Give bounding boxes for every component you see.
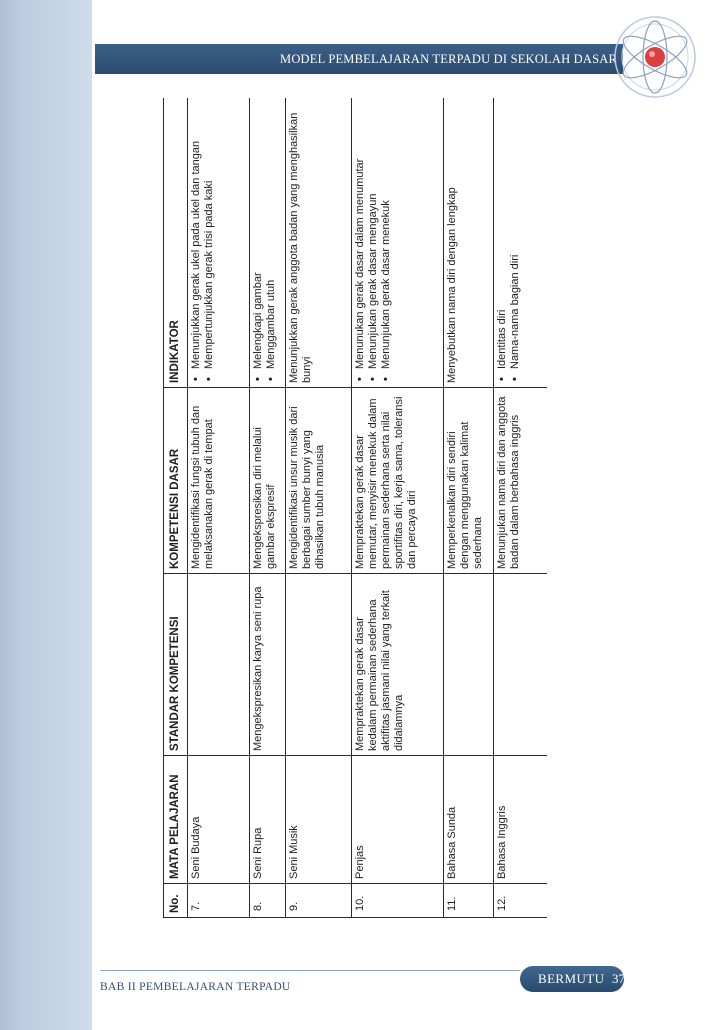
footer-chapter-title: BAB II PEMBELAJARAN TERPADU [100, 981, 291, 993]
row-indicator-text: Menyebutkan nama diri dengan lengkap [444, 98, 494, 388]
row-standard [286, 574, 352, 756]
table-header-row [164, 98, 188, 918]
competency-table-scan [163, 98, 547, 918]
row-subject: Bahasa Inggris [494, 756, 548, 884]
row-subject: Bahasa Sunda [444, 756, 494, 884]
footer-divider [100, 970, 520, 971]
indicator-item: • Nama-nama bagian diri [509, 102, 522, 383]
row-number: 9. [286, 884, 352, 918]
row-standard [494, 574, 548, 756]
indicator-item: • Melengkapi gambar [252, 102, 265, 383]
table-row [444, 98, 494, 918]
col-header-subject: MATA PELAJARAN [164, 756, 188, 884]
row-basic-competency: Mengekspresikan diri melalui gambar ekspresif [250, 388, 286, 574]
row-number: 12. [494, 884, 548, 918]
row-basic-competency: Mengidentifikasi fungsi tubuh dan melaksanakan gerak di tempat [188, 388, 250, 574]
footer-page-badge [520, 966, 624, 992]
row-standard [188, 574, 250, 756]
row-basic-competency: Menunjukan nama diri dan anggota badan dalam berbahasa inggris [494, 388, 548, 574]
row-indicator-text: Menunjukkan gerak anggota badan yang menghasilkan bunyi [286, 98, 352, 388]
row-number: 11. [444, 884, 494, 918]
row-indicators [250, 98, 286, 388]
row-number: 8. [250, 884, 286, 918]
competency-table [163, 98, 547, 918]
col-header-basic: KOMPETENSI DASAR [164, 388, 188, 574]
row-basic-competency: Memperkenalkan diri sendiri dengan menggunakan kalimat sederhana [444, 388, 494, 574]
row-indicators [352, 98, 444, 388]
row-subject: Seni Budaya [188, 756, 250, 884]
indicator-item: • Identitas diri [496, 102, 509, 383]
row-subject: Seni Musik [286, 756, 352, 884]
row-indicators [188, 98, 250, 388]
table-row [286, 98, 352, 918]
table-row [494, 98, 548, 918]
row-standard [444, 574, 494, 756]
indicator-item: • Menunjukkan gerak ukel pada ukel dan tangan [190, 102, 203, 383]
row-number: 10. [352, 884, 444, 918]
institution-seal-icon [612, 14, 698, 100]
page-number: 37 [612, 971, 625, 986]
indicator-item: • Menunjukan gerak dasar mengayun [367, 102, 380, 383]
table-row [352, 98, 444, 918]
row-subject: Penjas [352, 756, 444, 884]
col-header-no: No. [164, 884, 188, 918]
header-title: MODEL PEMBELAJARAN TERPADU DI SEKOLAH DASAR [280, 52, 617, 66]
table-row [250, 98, 286, 918]
table-row [188, 98, 250, 918]
indicator-item: • Menunukan gerak dasar dalam menumutar [354, 102, 367, 383]
row-basic-competency: Mengidentifikasi unsur musik dari berbagai sumber bunyi yang dihasilkan tubuh manusia [286, 388, 352, 574]
col-header-standard: STANDAR KOMPETENSI [164, 574, 188, 756]
indicator-item: • Menggambar utuh [265, 102, 278, 383]
row-number: 7. [188, 884, 250, 918]
side-decoration-band [0, 0, 92, 1030]
row-standard: Mengekspresikan karya seni rupa [250, 574, 286, 756]
row-standard: Mempraktekan gerak dasar kedalam permainan sederhana aktifitas jasmani nilai yang terkait didalamnya [352, 574, 444, 756]
footer-brand: BERMUTU [538, 971, 605, 986]
col-header-indicator: INDIKATOR [164, 98, 188, 388]
row-indicators [494, 98, 548, 388]
page-header [95, 44, 623, 74]
indicator-item: • Menunjukan gerak dasar menekuk [380, 102, 393, 383]
row-subject: Seni Rupa [250, 756, 286, 884]
row-basic-competency: Mempraktekan gerak dasar memutar, menyisir menekuk dalam permainan sederhana serta nilai sportifitas diri, kerja sama, toleransi dan percaya diri [352, 388, 444, 574]
indicator-item: • Mempertunjukkan gerak trisi pada kaki [203, 102, 216, 383]
